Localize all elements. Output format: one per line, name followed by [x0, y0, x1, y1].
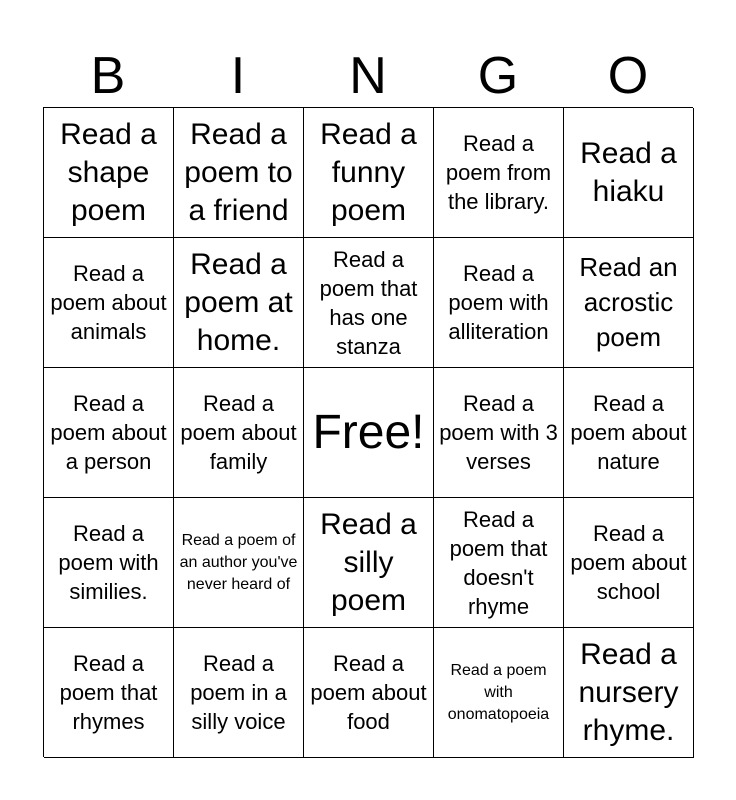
- cell-text: Read a poem at home.: [184, 247, 293, 357]
- header-letter-n: N: [349, 47, 387, 105]
- bingo-cell[interactable]: [564, 108, 694, 238]
- bingo-cell[interactable]: [434, 238, 564, 368]
- bingo-cell[interactable]: [44, 368, 174, 498]
- cell-text: Read a poem about family: [180, 391, 297, 474]
- bingo-cell[interactable]: [44, 108, 174, 238]
- cell-text: Read a poem about a person: [50, 391, 167, 474]
- header-letter-g: G: [477, 47, 519, 105]
- bingo-cell[interactable]: [434, 628, 564, 758]
- bingo-cell[interactable]: [304, 238, 434, 368]
- bingo-cell[interactable]: [304, 628, 434, 758]
- bingo-cell[interactable]: [174, 108, 304, 238]
- bingo-cell[interactable]: [44, 238, 174, 368]
- free-cell[interactable]: [304, 368, 434, 498]
- cell-text: Read a poem that has one stanza: [319, 246, 418, 359]
- bingo-cell[interactable]: [434, 498, 564, 628]
- cell-text: Read a poem about food: [310, 651, 427, 734]
- cell-text: Read a poem with similies.: [58, 521, 159, 604]
- bingo-header: [43, 44, 693, 108]
- bingo-cell[interactable]: [174, 368, 304, 498]
- bingo-cell[interactable]: [564, 628, 694, 758]
- cell-text: Read a poem with 3 verses: [439, 391, 558, 474]
- bingo-cell[interactable]: [434, 368, 564, 498]
- bingo-cell[interactable]: [174, 628, 304, 758]
- header-letter-o: O: [607, 47, 649, 105]
- cell-text: Read a poem that doesn't rhyme: [449, 506, 548, 619]
- bingo-grid: [43, 107, 693, 757]
- bingo-cell[interactable]: [564, 238, 694, 368]
- bingo-cell[interactable]: [44, 498, 174, 628]
- cell-text: Read an acrostic poem: [579, 252, 678, 352]
- cell-text: Read a nursery rhyme.: [578, 637, 679, 747]
- header-letter-b: B: [90, 47, 126, 105]
- cell-text: Read a poem about nature: [570, 391, 687, 474]
- bingo-cell[interactable]: [174, 238, 304, 368]
- bingo-cell[interactable]: [304, 498, 434, 628]
- cell-text: Read a hiaku: [580, 136, 677, 208]
- cell-text: Read a poem from the library.: [445, 131, 552, 214]
- cell-text: Read a poem about animals: [50, 261, 167, 344]
- cell-text: Read a poem to a friend: [184, 117, 293, 227]
- cell-text: Read a poem that rhymes: [59, 651, 158, 734]
- bingo-cell[interactable]: [564, 498, 694, 628]
- bingo-cell[interactable]: [174, 498, 304, 628]
- cell-text: Read a poem in a silly voice: [190, 651, 287, 734]
- cell-text: Read a poem with onomatopoeia: [447, 661, 550, 723]
- cell-text: Read a poem of an author you've never heard of: [179, 531, 298, 593]
- cell-text: Read a poem about school: [570, 521, 687, 604]
- cell-text: Free!: [312, 405, 425, 459]
- bingo-cell[interactable]: [564, 368, 694, 498]
- bingo-cell[interactable]: [44, 628, 174, 758]
- cell-text: Read a poem with alliteration: [448, 261, 549, 344]
- bingo-cell[interactable]: [304, 108, 434, 238]
- cell-text: Read a funny poem: [320, 117, 417, 227]
- cell-text: Read a silly poem: [320, 507, 417, 617]
- header-letter-i: I: [230, 47, 246, 105]
- bingo-cell[interactable]: [434, 108, 564, 238]
- cell-text: Read a shape poem: [60, 117, 157, 227]
